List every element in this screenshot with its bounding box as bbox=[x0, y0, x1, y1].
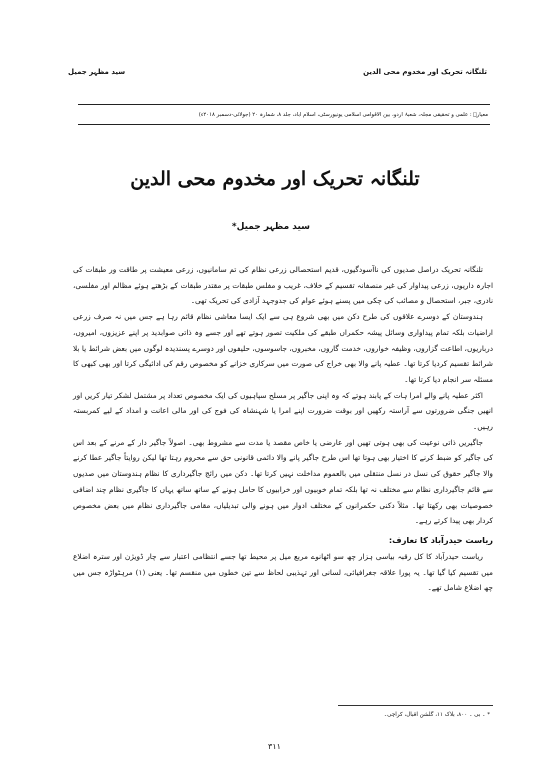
citation-line: معیارؔ : علمی و تحقیقی مجلہ، شعبۂ اردو، بین الاقوامی اسلامی یونیورسٹی، اسلام آباد، جلد ۸، شمارہ ۲۰ (جولائی-دسمبر ۲۰۱۸ء) bbox=[198, 112, 488, 118]
section-heading: ریاست حیدرآباد کا تعارف: bbox=[388, 534, 493, 545]
citation-bottom-rule bbox=[78, 124, 490, 125]
article-author: سید مظہر جمیل* bbox=[231, 222, 310, 232]
footnote-rule bbox=[338, 705, 493, 706]
body-paragraph-3: اکثر عطیہ پانے والے امرا ہات کے پابند ہوتے کہ وہ اپنی جاگیر پر مسلح سپاہیوں کی ایک مخصوص تعداد پر مشتمل لشکر تیار کریں اور انھیں جنگی ضرورتوں سے آراستہ رکھیں اور بوقت ضرورت اپنے امرا یا شہنشاہ کی فوج کی اور مالی اعانت و امداد کے لیے کمربستہ رہیں۔ bbox=[73, 390, 493, 432]
page-number: ۳۱۱ bbox=[268, 742, 281, 751]
running-title: تلنگانہ تحریک اور مخدوم محی الدین bbox=[363, 68, 487, 76]
article-body bbox=[73, 262, 493, 596]
footnote: * ۔ بی ۔ ۸۰۰، بلاک ۱۱، گلشن اقبال، کراچی۔ bbox=[383, 712, 490, 718]
running-header bbox=[66, 68, 487, 82]
running-author: سید مظہر جمیل bbox=[68, 68, 126, 76]
body-paragraph-4: جاگیریں ذاتی نوعیت کی بھی ہوتی تھیں اور عارضی یا خاص مقصد یا مدت سے مشروط بھی۔ اصولاً جاگیر دار کے مرنے کے بعد اس کی جاگیر کو ضبط کرنے کا اختیار بھی ہوتا تھا اس طرح جاگیر پانے والا دائمی قانونی حق سے محروم رہتا تھا لیکن روایتاً جاگیر عطا کرنے والا جاگیر حقوق کی نسل در نسل منتقلی میں بالعموم مداخلت نہیں کرتا تھا۔ دکن میں رائج جاگیرداری کا نظام ہندوستان میں صدیوں سے قائم جاگیرداری نظام سے مختلف نہ تھا بلکہ تمام خوبیوں اور خرابیوں کا حامل ہونے کے ساتھ ساتھ یہاں کا جاگیری نظام چند اضافی خصوصیات بھی رکھتا تھا۔ مثلاً دکنی حکمرانوں کے مختلف ادوار میں ہونے والی تبدیلیاں، مقامی جاگیرداری نظام میں بعض مخصوص کردار بھی پیدا کرتے رہے۔ bbox=[73, 437, 493, 526]
citation-top-rule bbox=[78, 104, 490, 105]
article-title: تلنگانہ تحریک اور مخدوم محی الدین bbox=[130, 168, 420, 190]
body-paragraph-1: تلنگانہ تحریک دراصل صدیوں کی ناآسودگیوں، قدیم استحصالی زرعی نظام کی تم سامانیوں، زرعی معیشت پر طاقت ور طبقات کی اجارہ داریوں، زرعی پیداوار کی غیر منصفانہ تقسیم کے خلاف، غریب و مفلس طبقات پر مقتدر طبقات کے بڑھتے ہوئے مظالم اور مفلسی، نادری، جبر، استحصال و مصائب کی چکی میں پسنے ہوئے عوام کی جدوجہد آزادی کی تحریک تھی۔ bbox=[73, 265, 493, 306]
body-paragraph-2: ہندوستان کے دوسرے علاقوں کی طرح دکن میں بھی شروع ہی سے ایک ایسا معاشی نظام قائم رہا ہے جس میں نہ صرف زرعی اراضیات بلکہ تمام پیداواری وسائل پیشہ حکمراں طبقے کی ملکیت تصور ہوتے تھے اور جسے وہ ذاتی صوابدید پر اپنے عزیزوں، امیروں، درباریوں، اطاعت گزاروں، وظیفہ خواروں، خدمت گاروں، مخبروں، جاسوسوں، حلیفوں اور دوسرے پسندیدہ لوگوں میں بعض شرائط یا بلا شرائط تقسیم کردیا کرتا تھا۔ عطیہ پانے والا بھی خراج کی صورت میں سرکاری خزانے کو مخصوص رقم کی ادائیگی کرتا اور بھی کبھی کا مسئلہ سر انجام دیا کرتا تھا۔ bbox=[73, 312, 493, 384]
section-paragraph: ریاست حیدرآباد کا کل رقبہ بیاسی ہزار چھ سو اٹھانوے مربع میل پر محیط تھا جسے انتظامی اعتبار سے چار ڈویژن اور سترہ اضلاع میں تقسیم کیا گیا تھا۔ یہ پورا علاقہ جغرافیائی، لسانی اور تہذیبی لحاظ سے تین خطوں میں منقسم تھا۔ یعنی (۱) مرہٹواڑہ جس میں چھ اضلاع شامل تھے۔ bbox=[73, 551, 493, 593]
